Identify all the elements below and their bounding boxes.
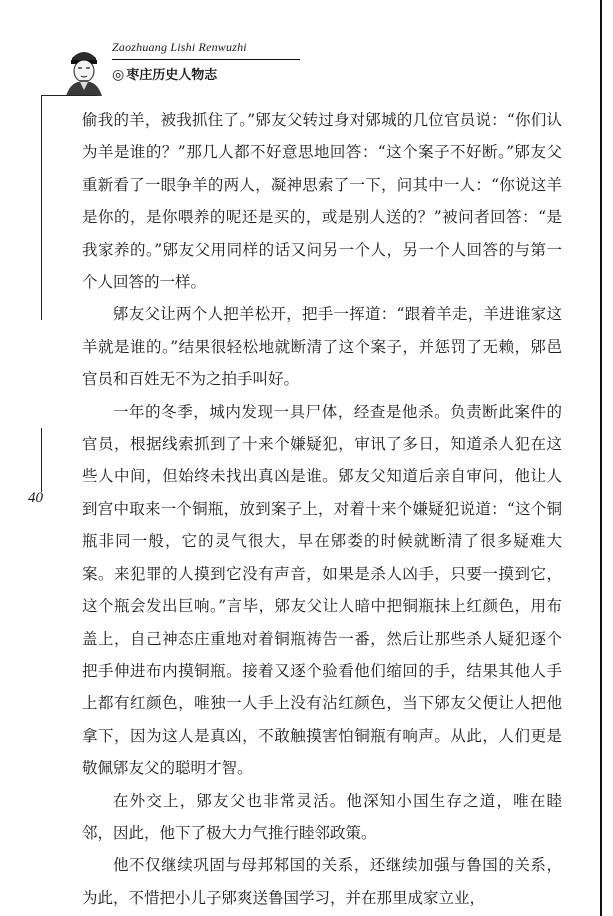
header-title-text: 枣庄历史人物志 (126, 68, 218, 83)
circle-bullet-icon: ◎ (112, 67, 125, 83)
scholar-portrait-icon (62, 44, 106, 96)
header-title-latin: Zaozhuang Lishi Renwuzhi (112, 40, 247, 54)
header-title-chinese (112, 64, 217, 83)
page-edge-rule (600, 0, 602, 916)
page-number: 40 (28, 490, 43, 506)
paragraph: 郳友父让两个人把羊松开，把手一挥道：“跟着羊走，羊进谁家这羊就是谁的。”结果很轻松地就断清了这个案子，并惩罚了无赖，郳邑官员和百姓无不为之拍手叫好。 (82, 305, 562, 389)
body-text (82, 104, 562, 914)
margin-rule-lower (41, 428, 42, 492)
paragraph: 在外交上，郳友父也非常灵活。他深知小国生存之道，唯在睦邻，因此，他下了极大力气推行睦邻政策。 (82, 791, 562, 842)
header-divider (112, 59, 300, 60)
paragraph: 偷我的羊，被我抓住了。”郳友父转过身对郳城的几位官员说：“你们认为羊是谁的？”那几人都不好意思地回答：“这个案子不好断。”郳友父重新看了一眼争羊的两人，凝神思索了一下，问其中一人：“你说这羊是你的，是你喂养的呢还是买的，或是别人送的？”被问者回答：“是我家养的。”郳友父用同样的话又问另一个人，另一个人回答的与第一个人回答的一样。 (82, 111, 562, 292)
margin-rule-horizontal (41, 95, 97, 96)
margin-rule-upper (41, 95, 42, 320)
running-header (62, 40, 302, 102)
paragraph: 一年的冬季，城内发现一具尸体，经查是他杀。负责断此案件的官员，根据线索抓到了十来个嫌疑犯，审讯了多日，知道杀人犯在这些人中间，但始终未找出真凶是谁。郳友父知道后亲自审问，他让人到宫中取来一个铜瓶，放到案子上，对着十来个嫌疑犯说道：“这个铜瓶非同一般，它的灵气很大，早在郳娄的时候就断清了很多疑难大案。来犯罪的人摸到它没有声音，如果是杀人凶手，只要一摸到它，这个瓶会发出巨响。”言毕，郳友父让人暗中把铜瓶抹上红颜色，用布盖上，自己神态庄重地对着铜瓶祷告一番，然后让那些杀人疑犯逐个把手伸进布内摸铜瓶。接着又逐个验看他们缩回的手，结果其他人手上都有红颜色，唯独一人手上没有沾红颜色，当下郳友父便让人把他拿下，因为这人是真凶，不敢触摸害怕铜瓶有响声。从此，人们更是敬佩郳友父的聪明才智。 (82, 402, 562, 778)
paragraph: 他不仅继续巩固与母邦邾国的关系，还继续加强与鲁国的关系，为此，不惜把小儿子郳爽送鲁国学习，并在那里成家立业， (82, 856, 562, 907)
